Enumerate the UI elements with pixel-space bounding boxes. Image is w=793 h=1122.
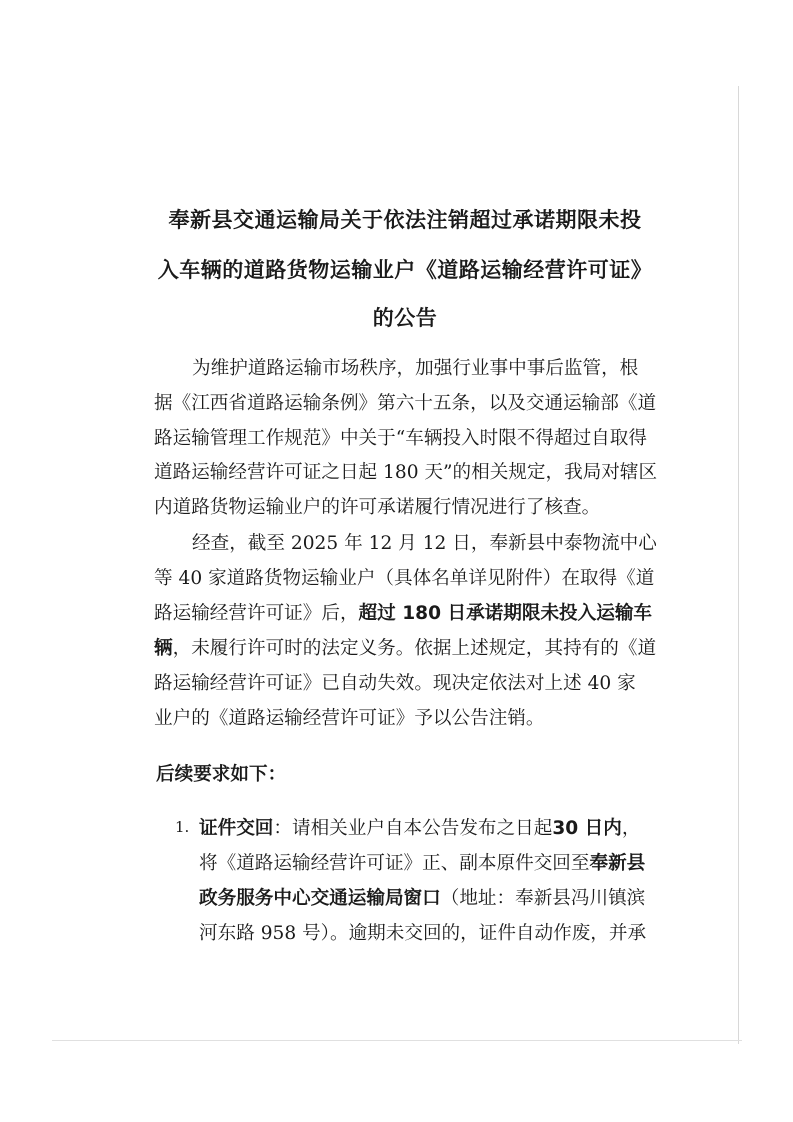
list-number: 1. xyxy=(175,818,190,836)
text-run: ， xyxy=(621,818,641,839)
text-line: 内道路货物运输业户的许可承诺履行情况进行了核查。 xyxy=(154,497,601,518)
text-line: 路运输管理工作规范》中关于“车辆投入时限不得超过自取得 xyxy=(154,428,647,449)
text-line xyxy=(154,599,652,625)
emphasis-text: 超过 180 日承诺期限未投入运输车 xyxy=(358,603,653,624)
emphasis-text: 30 日内 xyxy=(552,818,622,839)
text-line: 为维护道路运输市场秩序，加强行业事中事后监管，根 xyxy=(192,358,639,379)
text-line: 道路运输经营许可证之日起 180 天”的相关规定，我局对辖区 xyxy=(154,462,658,483)
text-line xyxy=(199,884,645,910)
text-run: （地址：奉新县冯川镇滨 xyxy=(440,888,646,909)
requirements-heading: 后续要求如下： xyxy=(156,764,287,785)
page-edge-bottom xyxy=(52,1040,742,1041)
text-line: 路运输经营许可证》已自动失效。现决定依法对上述 40 家 xyxy=(154,673,636,694)
text-run: ，未履行许可时的法定义务。依据上述规定，其持有的《道 xyxy=(172,638,657,659)
text-line xyxy=(199,849,645,875)
emphasis-text: 辆 xyxy=(154,638,173,659)
text-run: ：请相关业户自本公告发布之日起 xyxy=(273,818,553,839)
text-line: 经查，截至 2025 年 12 月 12 日，奉新县中泰物流中心 xyxy=(192,533,657,554)
emphasis-text: 政务服务中心交通运输局窗口 xyxy=(199,888,441,909)
text-line: 据《江西省道路运输条例》第六十五条，以及交通运输部《道 xyxy=(154,393,657,414)
text-run: 将《道路运输经营许可证》正、副本原件交回至 xyxy=(199,853,590,874)
text-line: 河东路 958 号）。逾期未交回的，证件自动作废，并承 xyxy=(199,923,647,944)
emphasis-text: 奉新县 xyxy=(589,853,646,874)
emphasis-text: 证件交回 xyxy=(199,818,274,839)
text-run: 路运输经营许可证》后， xyxy=(154,603,359,624)
title-line: 奉新县交通运输局关于依法注销超过承诺期限未投 xyxy=(168,208,642,232)
text-line xyxy=(199,814,640,840)
page-edge-right xyxy=(738,86,739,1044)
text-line: 业户的《道路运输经营许可证》予以公告注销。 xyxy=(154,708,545,729)
text-line xyxy=(154,634,656,660)
title-line: 的公告 xyxy=(372,306,438,330)
text-line: 等 40 家道路货物运输业户（具体名单详见附件）在取得《道 xyxy=(154,568,655,589)
title-line: 入车辆的道路货物运输业户《道路运输经营许可证》 xyxy=(157,258,653,282)
